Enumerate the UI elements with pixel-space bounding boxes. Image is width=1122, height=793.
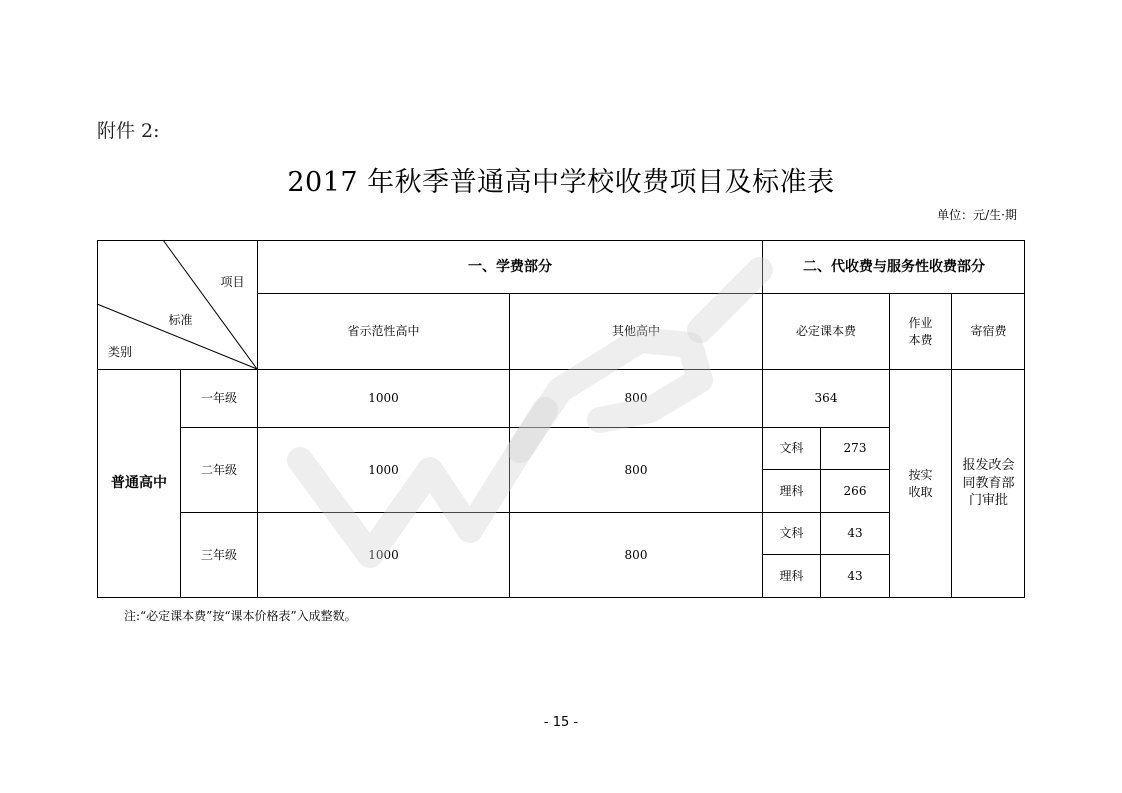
- col-other-school: 其他高中: [611, 324, 660, 339]
- page-number: - 15 -: [543, 715, 579, 730]
- grade-3-demo-tuition: 1000: [368, 547, 399, 562]
- grade-1-other-tuition: 800: [624, 391, 648, 406]
- boarding-fee-value: 报发改会 同教育部 门审批: [962, 458, 1015, 509]
- grade-1-textbook-fee: 364: [814, 391, 838, 406]
- grade-2-demo-tuition: 1000: [368, 462, 399, 477]
- col-demo-school: 省示范性高中: [347, 324, 420, 339]
- grade-2-other-tuition: 800: [624, 462, 648, 477]
- grade-3-science-fee: 43: [847, 568, 863, 583]
- grade-2-arts-label: 文科: [779, 441, 804, 456]
- grade-2-label: 二年级: [200, 462, 237, 477]
- grade-3-science-label: 理科: [779, 568, 804, 583]
- page-title: 2017 年秋季普通高中学校收费项目及标准表: [287, 167, 835, 198]
- grade-2-science-label: 理科: [779, 483, 804, 498]
- corner-item-label: 项目: [220, 274, 245, 289]
- grade-3-label: 三年级: [200, 547, 237, 562]
- tuition-group-header: 一、学费部分: [468, 258, 552, 275]
- grade-1-label: 一年级: [200, 391, 237, 406]
- corner-category-label: 类别: [107, 344, 132, 359]
- service-group-header: 二、代收费与服务性收费部分: [803, 258, 985, 275]
- grade-2-science-fee: 266: [843, 483, 867, 498]
- grade-3-arts-fee: 43: [847, 526, 863, 541]
- grade-2-arts-fee: 273: [843, 441, 867, 456]
- unit-label: 单位：元/生·期: [937, 208, 1017, 222]
- attachment-label: 附件 2:: [97, 120, 160, 142]
- col-textbook-fee: 必定课本费: [795, 324, 856, 339]
- col-boarding-fee: 寄宿费: [970, 324, 1007, 339]
- corner-standard-label: 标准: [168, 312, 193, 327]
- grade-3-other-tuition: 800: [624, 547, 648, 562]
- grade-3-arts-label: 文科: [779, 526, 804, 541]
- category-ordinary-high-school: 普通高中: [111, 475, 167, 492]
- footnote: 注:“必定课本费”按“课本价格表”入成整数。: [124, 609, 357, 623]
- exercise-book-fee-value: 按实 收取: [908, 468, 933, 499]
- col-exercise-book-fee: 作业 本费: [908, 316, 933, 347]
- grade-1-demo-tuition: 1000: [368, 391, 399, 406]
